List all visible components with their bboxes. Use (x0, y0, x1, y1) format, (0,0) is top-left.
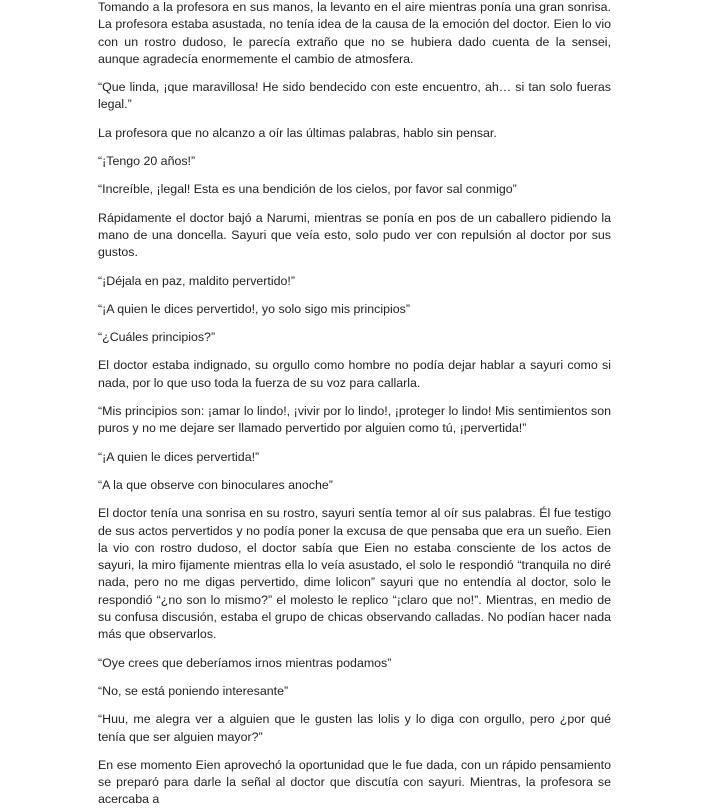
paragraph: “¡A quien le dices pervertida!” (98, 449, 260, 464)
paragraph: Tomando a la profesora en sus manos, la levanto en el aire mientras ponía una gran sonrisa. La profesora estaba asustada, no tenía idea de la causa de la emoción del doctor. Eien lo vio con un rostro dudoso, le parecía extraño que no se hubiera dado cuenta de la sensei, aunque agradecía enormemente el cambio de atmosfera. (98, 0, 611, 66)
paragraph: “No, se está poniendo interesante” (98, 683, 289, 698)
paragraph: Rápidamente el doctor bajó a Narumi, mientras se ponía en pos de un caballero pidiendo la mano de una doncella. Sayuri que veía esto, solo pudo ver con repulsión al doctor por sus gustos. (98, 210, 611, 260)
paragraph: “¡Déjala en paz, maldito pervertido!” (98, 273, 295, 288)
paragraph: “A la que observe con binoculares anoche” (98, 477, 333, 492)
paragraph: “¡Tengo 20 años!” (98, 154, 196, 169)
paragraph: “Que linda, ¡que maravillosa! He sido bendecido con este encuentro, ah… si tan solo fueras legal.” (98, 80, 611, 112)
paragraph: “Huu, me alegra ver a alguien que le gusten las lolis y lo diga con orgullo, pero ¿por qué tenía que ser alguien mayor?” (98, 712, 611, 744)
paragraph: “Mis principios son: ¡amar lo lindo!, ¡vivir por lo lindo!, ¡proteger lo lindo! Mis sentimientos son puros y no me dejare ser llamado pervertido por alguien como tú, ¡pervertida!” (98, 404, 611, 436)
paragraph: “Oye crees que deberíamos irnos mientras podamos” (98, 655, 392, 670)
paragraph: El doctor tenía una sonrisa en su rostro, sayuri sentía temor al oír sus palabras. Él fue testigo de sus actos pervertidos y no podía poner la excusa de que pensaba que era un sueño. Eien la vio con rostro dudoso, el doctor sabía que Eien no estaba consciente de los actos de sayuri, la miro fijamente mientras ella lo veía asustado, el solo le respondió “tranquila no diré nada, pero no me digas pervertido, dime lolicon” sayuri que no entendía al doctor, solo le respondió “¿no son lo mismo?” el molesto le replico “¡claro que no!”. Mientras, en medio de su confusa discusión, estaba el grupo de chicas observando calladas. No podían hacer nada más que observarlos. (98, 506, 611, 642)
paragraph: “¡A quien le dices pervertido!, yo solo sigo mis principios” (98, 301, 410, 316)
paragraph: El doctor estaba indignado, su orgullo como hombre no podía dejar hablar a sayuri como si nada, por lo que uso toda la fuerza de su voz para callarla. (98, 358, 611, 390)
paragraph: “¿Cuáles principios?” (98, 330, 216, 345)
paragraph: La profesora que no alcanzo a oír las últimas palabras, hablo sin pensar. (98, 125, 497, 140)
paragraph: “Increíble, ¡legal! Esta es una bendición de los cielos, por favor sal conmigo” (98, 182, 517, 197)
paragraph: En ese momento Eien aprovechó la oportunidad que le fue dada, con un rápido pensamiento se preparó para darle la señal al doctor que discutía con sayuri. Mientras, la profesora se acercaba a (98, 757, 611, 807)
